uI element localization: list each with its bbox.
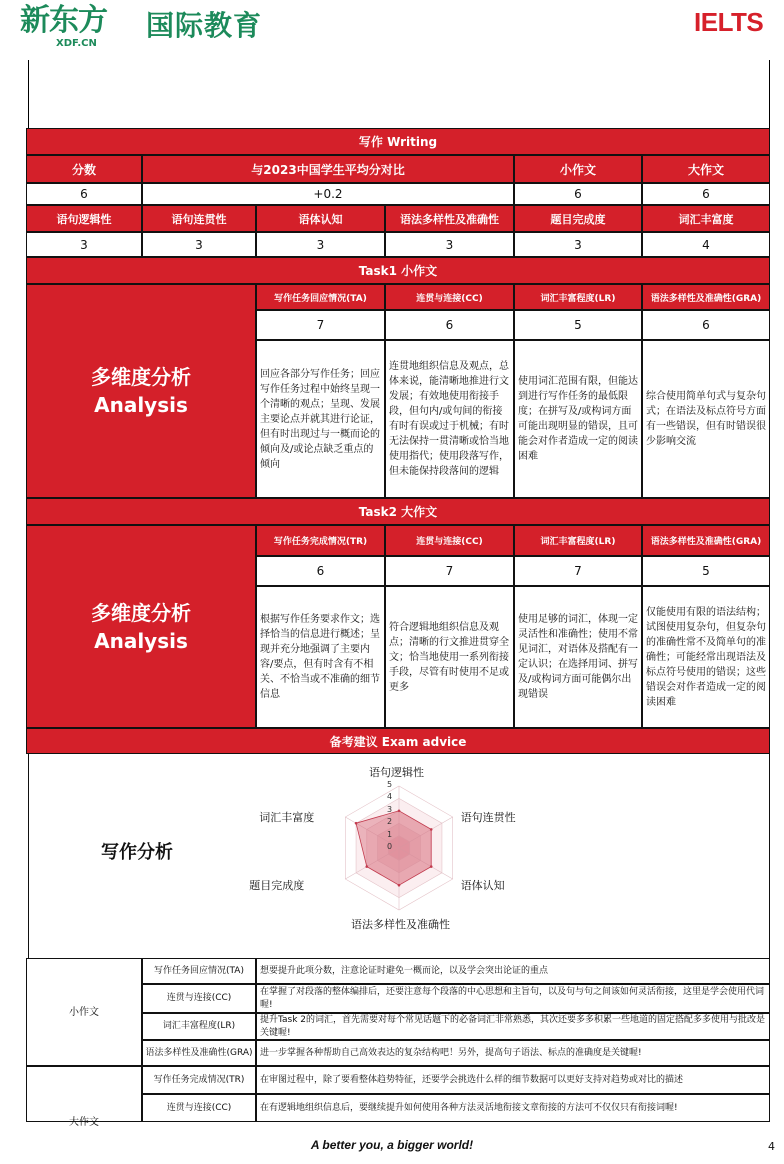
advice-small-criterion: 连贯与连接(CC): [142, 984, 256, 1013]
dim-head: 语句逻辑性: [26, 205, 142, 232]
radar-point: [430, 865, 433, 868]
task1-criterion-score: 5: [514, 310, 642, 340]
advice-small-text: 在掌握了对段落的整体编排后，还要注意每个段落的中心思想和主旨句，以及句与句之间该如何灵活衔接，这里是学会使用代词喔!: [256, 984, 770, 1013]
radar-point: [430, 828, 433, 831]
radar-title: 写作分析: [101, 842, 173, 863]
head-score: 分数: [26, 155, 142, 183]
task2-criterion-score: 5: [642, 556, 770, 586]
advice-small-criterion: 语法多样性及准确性(GRA): [142, 1040, 256, 1066]
writing-title: 写作 Writing: [26, 128, 770, 155]
task1-criterion-score: 7: [256, 310, 385, 340]
radar-point: [365, 865, 368, 868]
large-value: 6: [642, 183, 770, 205]
task2-criterion-comment: 使用足够的词汇，体现一定灵活性和准确性；使用不常见词汇，对语体及搭配有一定认识；在选择用词、拼写及/或构词方面可能偶尔出现错误: [514, 586, 642, 728]
task1-title: Task1 小作文: [26, 257, 770, 284]
radar-point: [355, 822, 358, 825]
advice-small-text: 提升Task 2的词汇，首先需要对每个常见话题下的必备词汇非常熟悉，其次还要多多积累一些地道的固定搭配多多使用与批改是关键喔!: [256, 1013, 770, 1040]
footer-slogan: A better you, a bigger world!: [310, 1138, 474, 1152]
dim-head: 语句连贯性: [142, 205, 256, 232]
page-header: [0, 0, 784, 60]
xdf-logo-sub: XDF.CN: [56, 38, 97, 49]
task2-criterion-head: 语法多样性及准确性(GRA): [642, 525, 770, 556]
task2-label: [26, 525, 256, 728]
task1-criterion-head: 写作任务回应情况(TA): [256, 284, 385, 310]
radar-axis-label: 语句连贯性: [460, 811, 516, 824]
dim-score: 3: [26, 232, 142, 257]
dim-score: 3: [514, 232, 642, 257]
advice-large-label-text: 大作文: [69, 1117, 99, 1128]
task2-title: Task2 大作文: [26, 498, 770, 525]
task1-criterion-score: 6: [385, 310, 514, 340]
radar-tick-label: 3: [387, 804, 393, 814]
advice-small-criterion: 词汇丰富程度(LR): [142, 1013, 256, 1040]
dim-score: 3: [142, 232, 256, 257]
task2-criterion-head: 词汇丰富程度(LR): [514, 525, 642, 556]
small-value: 6: [514, 183, 642, 205]
ielts-logo: IELTS: [694, 7, 764, 37]
dim-head: 词汇丰富度: [642, 205, 770, 232]
task2-criterion-comment: 根据写作任务要求作文；选择恰当的信息进行概述；呈现并充分地强调了主要内容/要点，但有时含有不相关、不恰当或不准确的细节信息: [256, 586, 385, 728]
radar-axis-label: 语法多样性及准确性: [351, 918, 450, 931]
task1-criterion-comment: 连贯地组织信息及观点，总体来说，能清晰地推进行文发展；有效地使用衔接手段，但句内/或句间的衔接有时有误或过于机械；有时无法保持一贯清晰或恰当地使用指代；使用段落写作，但未能保持段落间的逻辑: [385, 340, 514, 498]
radar-axis-label: 语句逻辑性: [369, 766, 424, 779]
task2-label-en: Analysis: [94, 628, 188, 653]
task2-criterion-comment: 符合逻辑地组织信息及观点；清晰的行文推进贯穿全文；恰当地使用一系列衔接手段，尽管有时使用不足或更多: [385, 586, 514, 728]
task1-criterion-head: 语法多样性及准确性(GRA): [642, 284, 770, 310]
xdf-logo-text: 新东方: [20, 3, 107, 38]
task1-label-en: Analysis: [94, 393, 188, 417]
advice-small-text: 想要提升此项分数，注意论证时避免一概而论，以及学会突出论证的重点: [256, 958, 770, 984]
frame-left-line: [28, 60, 29, 128]
dim-score: 4: [642, 232, 770, 257]
advice-large-criterion: 连贯与连接(CC): [142, 1094, 256, 1122]
frame-right-line: [769, 60, 770, 128]
task2-criterion-score: 7: [514, 556, 642, 586]
page-number: 4: [768, 1140, 775, 1153]
compare-value: +0.2: [142, 183, 514, 205]
advice-small-text: 进一步掌握各种帮助自己高效表达的复杂结构吧！另外，提高句子语法、标点的准确度是关键喔!: [256, 1040, 770, 1066]
radar-point: [398, 884, 401, 887]
task2-criterion-head: 写作任务完成情况(TR): [256, 525, 385, 556]
advice-large-text: 在审图过程中，除了要看整体趋势特征，还要学会挑选什么样的细节数据可以更好支持对趋势或对比的描述: [256, 1066, 770, 1094]
dim-head: 题目完成度: [514, 205, 642, 232]
radar-section: [28, 754, 770, 958]
advice-large-label: [26, 1066, 142, 1128]
radar-tick-label: 2: [387, 817, 393, 827]
task1-criterion-comment: 使用词汇范围有限，但能达到进行写作任务的最低限度；在拼写及/或构词方面可能出现明显的错误，且可能会对作者造成一定的阅读困难: [514, 340, 642, 498]
radar-axis-label: 题目完成度: [249, 879, 305, 892]
task1-criterion-score: 6: [642, 310, 770, 340]
radar-tick-label: 5: [387, 780, 393, 789]
advice-small-label: 小作文: [26, 958, 142, 1066]
advice-large-criterion: 写作任务完成情况(TR): [142, 1066, 256, 1094]
score-value: 6: [26, 183, 142, 205]
task2-criterion-score: 7: [385, 556, 514, 586]
radar-point: [398, 810, 401, 813]
task1-criterion-head: 连贯与连接(CC): [385, 284, 514, 310]
task1-criterion-comment: 综合使用简单句式与复杂句式；在语法及标点符号方面有一些错误，但有时错误很少影响交流: [642, 340, 770, 498]
radar-axis-label: 语体认知: [460, 879, 505, 892]
task1-criterion-comment: 回应各部分写作任务；回应写作任务过程中始终呈现一个清晰的观点；呈现、发展主要论点并就其进行论证，但有时出现过与一概而论的倾向及/或论点缺乏重点的倾向: [256, 340, 385, 498]
advice-large-text: 在有逻辑地组织信息后，要继续提升如何使用各种方法灵活地衔接文章衔接的方法可不仅仅只有衔接词喔!: [256, 1094, 770, 1122]
task2-criterion-comment: 仅能使用有限的语法结构；试图使用复杂句，但复杂句的准确性常不及简单句的准确性；可能经常出现语法及标点符号使用的错误；这些错误会对作者造成一定的阅读困难: [642, 586, 770, 728]
head-large: 大作文: [642, 155, 770, 183]
task1-criterion-head: 词汇丰富程度(LR): [514, 284, 642, 310]
advice-title: 备考建议 Exam advice: [26, 728, 770, 754]
xdf-logo: [20, 4, 124, 52]
task2-criterion-head: 连贯与连接(CC): [385, 525, 514, 556]
dim-score: 3: [256, 232, 385, 257]
head-small: 小作文: [514, 155, 642, 183]
task1-label-cn: 多维度分析: [91, 365, 191, 389]
dim-head: 语法多样性及准确性: [385, 205, 514, 232]
task2-label-cn: 多维度分析: [91, 600, 191, 625]
advice-small-criterion: 写作任务回应情况(TA): [142, 958, 256, 984]
radar-tick-label: 1: [387, 829, 393, 839]
task1-label: [26, 284, 256, 498]
radar-axis-label: 词汇丰富度: [259, 811, 315, 824]
dim-head: 语体认知: [256, 205, 385, 232]
radar-tick-label: 4: [387, 792, 393, 802]
brand-name: 国际教育: [146, 9, 263, 42]
head-compare: 与2023中国学生平均分对比: [142, 155, 514, 183]
radar-tick-label: 0: [387, 842, 393, 851]
task2-criterion-score: 6: [256, 556, 385, 586]
dim-score: 3: [385, 232, 514, 257]
